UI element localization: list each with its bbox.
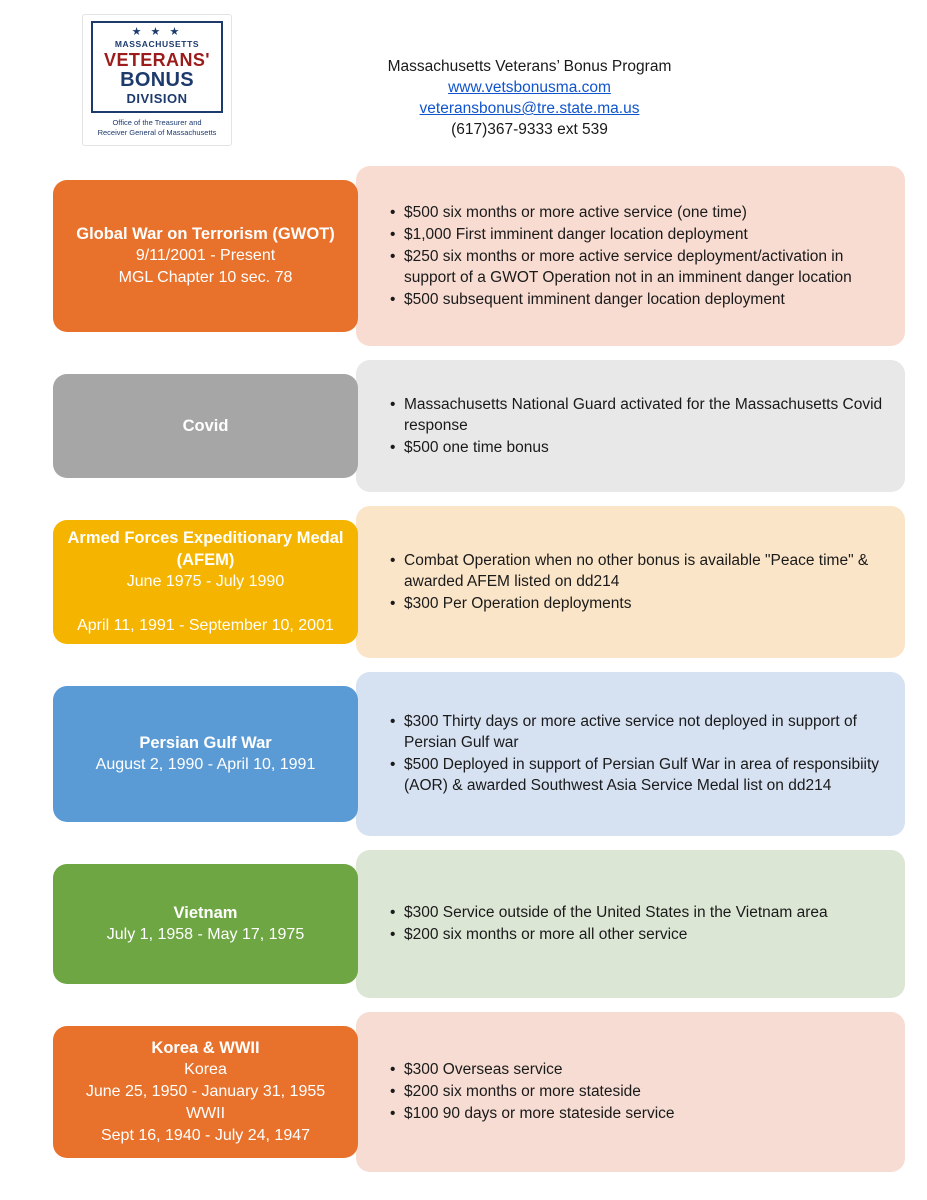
- row-afem-description: [356, 506, 905, 658]
- row-persian-gulf-war-label: [53, 686, 358, 822]
- row-vietnam: [0, 850, 927, 998]
- list-item: • $1,000 First imminent danger location deployment: [390, 224, 883, 245]
- row-vietnam-title: Vietnam: [173, 904, 238, 922]
- list-item: • $500 six months or more active service (one time): [390, 202, 883, 223]
- page-title: Massachusetts Veterans’ Bonus Program: [387, 58, 672, 75]
- list-item: • $300 Service outside of the United States in the Vietnam area: [390, 902, 883, 923]
- list-item: • Combat Operation when no other bonus is available "Peace time" & awarded AFEM listed on dd214: [390, 550, 883, 592]
- logo-subtitle: [91, 118, 223, 138]
- row-korea-wwii-description: [356, 1012, 905, 1172]
- row-persian-gulf-war-bullets: [372, 711, 883, 797]
- list-item: • $300 Thirty days or more active service not deployed in support of Persian Gulf war: [390, 711, 883, 753]
- row-afem-spacer: [203, 593, 207, 615]
- row-afem-bullets: [372, 550, 883, 615]
- email-link[interactable]: veteransbonus@tre.state.ma.us: [419, 100, 640, 117]
- header-contact-block: [252, 14, 927, 140]
- row-gwot-subtitle-2: MGL Chapter 10 sec. 78: [118, 269, 293, 286]
- list-item: • $300 Per Operation deployments: [390, 593, 883, 614]
- stars-icon: ★ ★ ★: [131, 26, 183, 38]
- row-covid-description: [356, 360, 905, 492]
- row-korea-wwii-label: [53, 1026, 358, 1158]
- bonus-program-rows: [0, 166, 927, 1172]
- logo-bonus-text: BONUS: [120, 69, 194, 91]
- row-persian-gulf-war-description: [356, 672, 905, 836]
- logo-subtitle-line1: Office of the Treasurer and: [112, 118, 202, 127]
- logo-massachusetts-text: MASSACHUSETTS: [114, 39, 200, 49]
- row-persian-gulf-war: [0, 672, 927, 836]
- row-korea-wwii-bullets: [372, 1059, 883, 1125]
- row-covid-title: Covid: [182, 417, 229, 435]
- row-afem-subtitle-2: April 11, 1991 - September 10, 2001: [77, 617, 334, 634]
- row-afem-title: Armed Forces Expeditionary Medal (AFEM): [67, 529, 344, 569]
- list-item: • $500 Deployed in support of Persian Gulf War in area of responsibiity (AOR) & awarded Southwest Asia Service Medal list on dd214: [390, 754, 883, 796]
- row-vietnam-bullets: [372, 902, 883, 946]
- row-korea-wwii: [0, 1012, 927, 1172]
- row-korea-wwii-subtitle-1: Korea: [184, 1061, 227, 1078]
- row-gwot-title: Global War on Terrorism (GWOT): [76, 225, 335, 243]
- row-persian-gulf-war-title: Persian Gulf War: [139, 734, 272, 752]
- row-gwot-subtitle-1: 9/11/2001 - Present: [135, 247, 276, 264]
- row-korea-wwii-subtitle-2: June 25, 1950 - January 31, 1955: [85, 1083, 326, 1100]
- row-gwot-label: [53, 180, 358, 332]
- logo-division-text: DIVISION: [126, 91, 188, 106]
- row-korea-wwii-subtitle-3: WWII: [185, 1105, 226, 1122]
- row-korea-wwii-subtitle-4: Sept 16, 1940 - July 24, 1947: [100, 1127, 311, 1144]
- logo-wrap: [62, 14, 252, 146]
- list-item: • $250 six months or more active service deployment/activation in support of a GWOT Operation not in an imminent danger location: [390, 246, 883, 288]
- row-covid-label: [53, 374, 358, 478]
- row-vietnam-label: [53, 864, 358, 984]
- logo-veterans-text: VETERANS': [104, 50, 210, 70]
- list-item: • $200 six months or more stateside: [390, 1081, 883, 1102]
- phone-number: (617)367-9333 ext 539: [451, 121, 608, 138]
- list-item: • $500 one time bonus: [390, 437, 883, 458]
- row-korea-wwii-title: Korea & WWII: [151, 1039, 260, 1057]
- row-gwot-description: [356, 166, 905, 346]
- list-item: • $500 subsequent imminent danger location deployment: [390, 289, 883, 310]
- list-item: • $100 90 days or more stateside service: [390, 1103, 883, 1124]
- row-gwot: [0, 166, 927, 346]
- veterans-bonus-division-logo: [82, 14, 232, 146]
- list-item: • $300 Overseas service: [390, 1059, 883, 1080]
- row-covid: [0, 360, 927, 492]
- row-covid-bullets: [372, 394, 883, 459]
- row-vietnam-description: [356, 850, 905, 998]
- row-gwot-bullets: [372, 202, 883, 311]
- row-persian-gulf-war-subtitle: August 2, 1990 - April 10, 1991: [95, 756, 316, 773]
- list-item: • Massachusetts National Guard activated for the Massachusetts Covid response: [390, 394, 883, 436]
- row-afem-label: [53, 520, 358, 644]
- row-afem-subtitle-1: June 1975 - July 1990: [126, 573, 285, 590]
- list-item: • $200 six months or more all other service: [390, 924, 883, 945]
- logo-subtitle-line2: Receiver General of Massachusetts: [97, 128, 217, 137]
- page-header: [0, 0, 927, 146]
- row-afem: [0, 506, 927, 658]
- row-vietnam-subtitle: July 1, 1958 - May 17, 1975: [106, 926, 305, 943]
- website-link[interactable]: www.vetsbonusma.com: [448, 79, 611, 96]
